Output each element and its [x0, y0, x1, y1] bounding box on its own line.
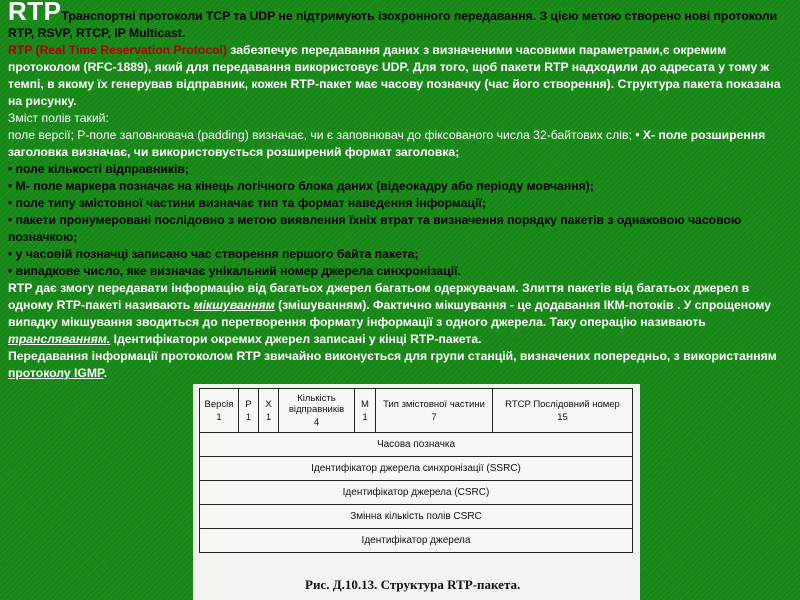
last-text-1: Передавання інформації протоколом RTP звичайно виконується для групи станцій, визначених попередньо, з використанням [8, 349, 777, 363]
cell-label: RTCP Послідовний номер [505, 398, 620, 410]
rtp-acronym-highlight: RTP (Real Time Reservation Protocol) [8, 43, 227, 57]
figure-caption: Рис. Д.10.13. Структура RTP-пакета. [305, 577, 521, 592]
rtp-packet-figure [193, 384, 640, 600]
timestamp-field: Часова позначка [376, 439, 456, 450]
mixing-term: мікшуванням [193, 298, 275, 312]
sequence-number-cell [493, 389, 632, 432]
senders-count-cell [279, 389, 355, 432]
fields-line-normal: поле версії; P-поле заповнювача (padding) визначає, чи є заповнювач до фіксованого числа 32-байтових слів; [8, 128, 636, 142]
bullet-item: • випадкове число, яке визначає унікальний номер джерела синхронізації. [8, 264, 461, 278]
last-paragraph [8, 348, 796, 382]
slide-title: RTP [8, 0, 62, 26]
version-cell [200, 389, 239, 432]
cell-bits: 4 [313, 417, 320, 428]
mixing-text-3: Ідентифікатори окремих джерел записані у кінці RTP-пакета. [110, 332, 482, 346]
translation-term: трансляванням. [8, 332, 111, 346]
intro-paragraph [8, 0, 796, 42]
extension-cell [259, 389, 279, 432]
cell-bits: 1 [216, 411, 222, 423]
mixing-text-1: RTP дає змогу передавати інформацію від багатьох джерел багатьом одержувачам. Злиття пакетів від багатьох джерел в одному RTP-пакеті називають [8, 281, 750, 312]
rtp-definition-paragraph [8, 42, 796, 110]
csrc-field: Ідентифікатор джерела (CSRC) [342, 487, 490, 498]
bullet-item: • у часовій позначці записано час створення першого байта пакета; [8, 247, 419, 261]
fields-line-bold: • X- поле розширення заголовка визначає, чи використовується розширений формат заголовка; [8, 128, 766, 159]
rtp-field-row [200, 433, 632, 457]
cell-label: Кількість відправників [288, 393, 345, 415]
padding-cell [239, 389, 259, 432]
cell-label: Версія [204, 398, 234, 410]
rtp-field-row [200, 481, 632, 505]
igmp-link[interactable]: протоколу IGMP [8, 366, 104, 380]
payload-type-cell [376, 389, 493, 432]
slide-text-block [8, 0, 796, 382]
last-text-2: . [103, 366, 107, 380]
rtp-definition-text: забезпечує передавання даних з визначеними часовими параметрами,є окремим протоколом (RFC-1889), який для передавання використовує UDP. Для того, щоб пакети RTP надходили до адресата у тому ж темпі, в якому їх генерував відправник, кожен RTP-пакет має часову позначку (час його створення). Структура пакета показана на рисунку. [8, 43, 781, 108]
csrc-count-field: Змінна кількість полів CSRC [350, 511, 482, 522]
cell-bits: 15 [557, 411, 568, 423]
cell-bits: 1 [362, 411, 368, 423]
fields-intro: Зміст полів такий: [8, 111, 109, 125]
rtp-field-row [200, 529, 632, 552]
intro-text: Транспортні протоколи TCP та UDP не підтримують ізохронного передавання. З цією метою створено нові протоколи RTP, RSVP, RTCP, IP Multicast. [8, 9, 778, 40]
cell-label: P [245, 398, 252, 410]
cell-bits: 1 [265, 411, 272, 423]
rtp-header-row [200, 389, 632, 433]
bullet-item: • поле кількості відправників; [8, 162, 189, 176]
bullet-item: • поле типу змістовної частини визначає тип та формат наведення інформації; [8, 196, 486, 210]
cell-label: M [361, 398, 369, 410]
bullet-item: • пакети пронумеровані послідовно з метою виявлення їхніх втрат та визначення порядку пакетів з однаковою часовою позначкою; [8, 213, 742, 244]
rtp-packet-table [199, 388, 633, 553]
fields-first-line [8, 127, 796, 161]
cell-label: Тип змістовної частини [383, 398, 485, 410]
cell-label: X [265, 398, 272, 410]
cell-bits: 1 [245, 411, 252, 423]
rtp-field-row [200, 457, 632, 481]
ssrc-field: Ідентифікатор джерела синхронізації (SSRC) [311, 463, 521, 474]
bullet-item: • M- поле маркера позначає на кінець логічного блока даних (відеокадру або періоду мовчання); [8, 179, 594, 193]
mixing-text-2: (змішуванням). Фактично мікшування - це додавання ІКМ-потоків . У спрощеному випадку мікшування зводиться до перетворення формату інформації з одного джерела. Таку операцію називають [8, 298, 772, 329]
source-id-field: Ідентифікатор джерела [361, 535, 471, 546]
marker-cell [355, 389, 376, 432]
mixing-paragraph [8, 280, 796, 348]
rtp-field-row [200, 505, 632, 529]
cell-bits: 7 [431, 411, 437, 423]
